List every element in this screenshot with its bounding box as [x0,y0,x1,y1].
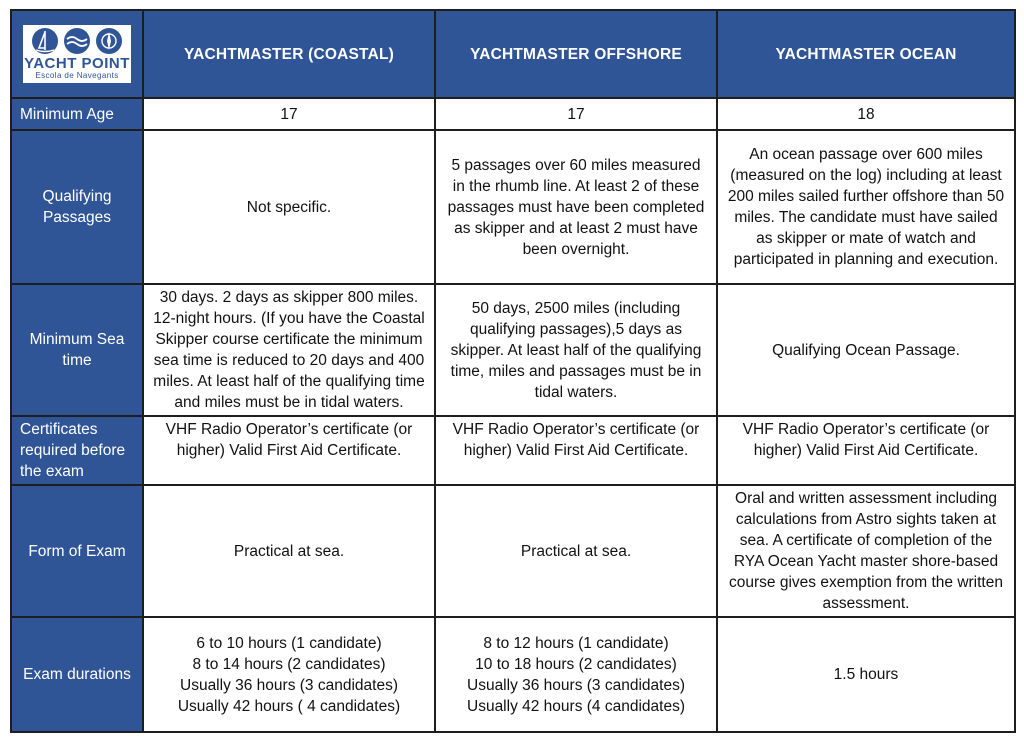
column-header-coastal: YACHTMASTER (COASTAL) [143,10,435,98]
row-minimum-age [11,98,1015,130]
yachtmaster-comparison-table [10,9,1016,733]
comparison-table-wrapper [10,9,1014,733]
yacht-point-logo [22,24,132,84]
duration-line: 8 to 12 hours (1 candidate) [483,634,669,652]
cell-ocean: 18 [717,98,1015,130]
duration-line: 8 to 14 hours (2 candidates) [192,655,386,673]
duration-line: Usually 36 hours (3 candidates) [180,676,398,694]
column-header-ocean: YACHTMASTER OCEAN [717,10,1015,98]
sail-icon [32,28,58,54]
logo-tagline: Escola de Navegants [35,71,119,80]
duration-line: Usually 42 hours (4 candidates) [467,697,685,715]
cell-offshore [435,617,717,732]
row-exam-durations [11,617,1015,732]
cell-ocean: Oral and written assessment including calculations from Astro sights taken at sea. A certificate of completion of the RYA Ocean Yacht master shore-based course gives exemption from the written assessment. [717,485,1015,617]
row-label: Form of Exam [11,485,143,617]
header-row [11,10,1015,98]
column-header-offshore: YACHTMASTER OFFSHORE [435,10,717,98]
cell-offshore: 17 [435,98,717,130]
row-minimum-sea-time [11,284,1015,416]
cell-ocean: Qualifying Ocean Passage. [717,284,1015,416]
cell-coastal [143,617,435,732]
wave-icon [64,28,90,54]
cell-coastal: Practical at sea. [143,485,435,617]
duration-line: Usually 36 hours (3 candidates) [467,676,685,694]
row-label: Minimum Sea time [11,284,143,416]
cell-coastal: VHF Radio Operator’s certificate (or higher) Valid First Aid Certificate. [143,416,435,485]
row-qualifying-passages [11,130,1015,284]
row-label: Minimum Age [11,98,143,130]
row-label: Qualifying Passages [11,130,143,284]
duration-line: 10 to 18 hours (2 candidates) [475,655,677,673]
duration-line: 6 to 10 hours (1 candidate) [196,634,382,652]
cell-ocean: VHF Radio Operator’s certificate (or higher) Valid First Aid Certificate. [717,416,1015,485]
cell-coastal: 17 [143,98,435,130]
cell-offshore: VHF Radio Operator’s certificate (or higher) Valid First Aid Certificate. [435,416,717,485]
row-label: Certificates required before the exam [11,416,143,485]
row-form-of-exam [11,485,1015,617]
row-label: Exam durations [11,617,143,732]
cell-coastal: 30 days. 2 days as skipper 800 miles. 12-night hours. (If you have the Coastal Skipper course certificate the minimum sea time is reduced to 20 days and 400 miles. At least half of the qualifying time and miles must be in tidal waters. [143,284,435,416]
logo-cell [11,10,143,98]
cell-offshore: Practical at sea. [435,485,717,617]
compass-rose-icon [96,28,122,54]
cell-ocean: An ocean passage over 600 miles (measured on the log) including at least 200 miles sailed further offshore than 50 miles. The candidate must have sailed as skipper or mate of watch and participated in planning and execution. [717,130,1015,284]
duration-line: Usually 42 hours ( 4 candidates) [177,697,401,715]
cell-offshore: 5 passages over 60 miles measured in the rhumb line. At least 2 of these passages must have been completed as skipper and at least 2 must have been overnight. [435,130,717,284]
cell-coastal: Not specific. [143,130,435,284]
row-certificates [11,416,1015,485]
cell-ocean [717,617,1015,732]
logo-name: YACHT POINT [24,55,130,72]
cell-offshore: 50 days, 2500 miles (including qualifying passages),5 days as skipper. At least half of the qualifying time, miles and passages must be in tidal waters. [435,284,717,416]
duration-line: 1.5 hours [833,666,899,683]
